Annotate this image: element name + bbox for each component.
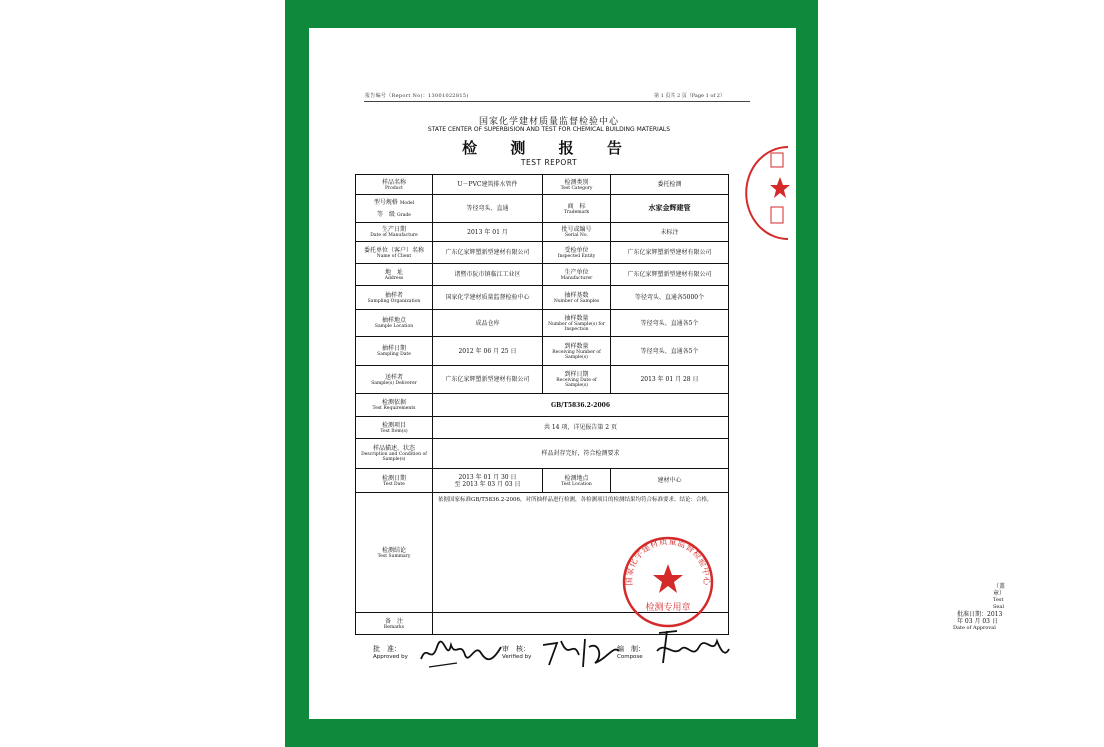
label-remarks: 备 注 Remarks — [356, 613, 433, 635]
table-row — [356, 366, 729, 394]
seal-label-cn: （盖章） — [993, 583, 1006, 597]
value-test-date: 2013 年 01 月 30 日 至 2013 年 03 月 03 日 — [433, 469, 543, 493]
value-client: 广东亿家辉塑新型建材有限公司 — [433, 242, 543, 264]
table-row — [356, 264, 729, 286]
label-receiving-date: 到样日期 Receiving Date of Sample(s) — [543, 366, 611, 394]
value-sampling-date: 2012 年 06 月 25 日 — [433, 337, 543, 366]
label-manufacture-date: 生产日期 Date of Manufacture — [356, 223, 433, 242]
seal-label-en: Test Seal — [993, 597, 1004, 610]
value-test-location: 建材中心 — [611, 469, 729, 493]
verifier-signature — [539, 635, 623, 671]
approver-signature — [417, 637, 507, 671]
value-sample-location: 成品仓库 — [433, 310, 543, 337]
value-description: 样品封存完好，符合检测要求 — [433, 439, 729, 469]
report-title-cn: 检 测 报 告 — [462, 139, 636, 157]
label-receiving-qty: 到样数量 Receiving Number of Sample(s) — [543, 337, 611, 366]
label-product: 样品名称 Product — [356, 175, 433, 195]
label-requirements: 检测依据 Test Requirements — [356, 394, 433, 417]
value-sampling-org: 国家化学建材质量监督检验中心 — [433, 286, 543, 310]
value-inspection-qty: 等径弯头、直通各5个 — [611, 310, 729, 337]
verified-label: 审 核： Verified by — [502, 645, 532, 660]
value-inspected-entity: 广东亿家辉塑新型建材有限公司 — [611, 242, 729, 264]
label-sampling-org: 抽样者 Sampling Organization — [356, 286, 433, 310]
compose-label: 编 制： Compose — [617, 645, 645, 660]
table-row — [356, 469, 729, 493]
report-title-en: TEST REPORT — [520, 158, 578, 167]
label-model-grade: 型号规格 Model 等 级 Grade — [356, 195, 433, 223]
approval-block — [953, 583, 1005, 632]
table-row — [356, 394, 729, 417]
report-number: 报告编号（Report No)：13001022815) — [365, 93, 469, 99]
label-category: 检测类别 Test Category — [543, 175, 611, 195]
approval-date-en: Date of Approval — [953, 625, 996, 631]
label-manufacturer: 生产单位 Manufacturer — [543, 264, 611, 286]
org-name-cn: 国家化学建材质量监督检验中心 — [478, 117, 619, 127]
value-category: 委托检测 — [611, 175, 729, 195]
stamp-star-icon — [653, 564, 683, 593]
value-items: 共 14 项，详见报告第 2 页 — [433, 417, 729, 439]
composer-signature — [651, 627, 731, 669]
label-sampling-date: 抽样日期 Sampling Date — [356, 337, 433, 366]
label-inspected-entity: 受检单位 Inspected Entity — [543, 242, 611, 264]
approved-label: 批 准： Approved by — [373, 645, 408, 660]
label-items: 检测项目 Test Item(s) — [356, 417, 433, 439]
table-row — [356, 195, 729, 223]
value-serial: 未标注 — [611, 223, 729, 242]
approval-date: 批准日期：2013 年 03 月 03 日 — [957, 611, 1003, 625]
official-stamp — [620, 534, 716, 630]
table-row — [356, 439, 729, 469]
label-deliverer: 送样者 Sample(s) Deliverer — [356, 366, 433, 394]
table-row — [356, 242, 729, 264]
org-name-en: STATE CENTER OF SUPERBISION AND TEST FOR CHEMICAL BUILDING MATERIALS — [427, 126, 671, 133]
value-address: 诸暨市阮市镇临江工业区 — [433, 264, 543, 286]
header-divider — [364, 101, 750, 102]
label-inspection-qty: 抽样数量 Number of Sample(s) for Inspection — [543, 310, 611, 337]
table-row — [356, 286, 729, 310]
table-row — [356, 337, 729, 366]
value-requirements: GB/T5836.2-2006 — [433, 394, 729, 417]
stamp-bottom-text: 检测专用章 — [645, 603, 691, 613]
label-number-of-samples: 抽样基数 Number of Samples — [543, 286, 611, 310]
stamp-ring-text: 国家化学建材质量监督检验中心 — [624, 536, 712, 586]
value-product: U－PVC建筑排水管件 — [433, 175, 543, 195]
label-summary: 检测结论 Test Summary — [356, 493, 433, 613]
value-trademark: 水家金辉建管 — [611, 195, 729, 223]
summary-text: 依据国家标准GB/T5836.2-2006，对所抽样品进行检测，各检测项目的检测结果均符合标准要求。结论：合格。 — [438, 497, 713, 503]
value-number-of-samples: 等径弯头、直通各5000个 — [611, 286, 729, 310]
page-indicator: 第 1 页共 2 页（Page 1 of 2） — [654, 93, 725, 99]
table-row — [356, 223, 729, 242]
table-row — [356, 175, 729, 195]
value-manufacture-date: 2013 年 01 月 — [433, 223, 543, 242]
label-test-location: 检测地点 Test Location — [543, 469, 611, 493]
label-client: 委托单位（客户）名称 Name of Client — [356, 242, 433, 264]
label-serial: 批号或编号 Serial No. — [543, 223, 611, 242]
side-stamp-fragment — [766, 145, 790, 241]
value-receiving-qty: 等径弯头、直通各5个 — [611, 337, 729, 366]
label-test-date: 检测日期 Test Date — [356, 469, 433, 493]
label-address: 地 址 Address — [356, 264, 433, 286]
value-manufacturer: 广东亿家辉塑新型建材有限公司 — [611, 264, 729, 286]
label-description: 样品描述、状态 Description and Condition of Sample(s) — [356, 439, 433, 469]
label-trademark: 商 标 Trademark — [543, 195, 611, 223]
side-star-icon — [770, 177, 790, 198]
value-model: 等径弯头、直通 — [433, 195, 543, 223]
signature-section — [355, 641, 735, 671]
table-row — [356, 417, 729, 439]
value-deliverer: 广东亿家辉塑新型建材有限公司 — [433, 366, 543, 394]
label-sample-location: 抽样地点 Sample Location — [356, 310, 433, 337]
value-receiving-date: 2013 年 01 月 28 日 — [611, 366, 729, 394]
table-row — [356, 310, 729, 337]
